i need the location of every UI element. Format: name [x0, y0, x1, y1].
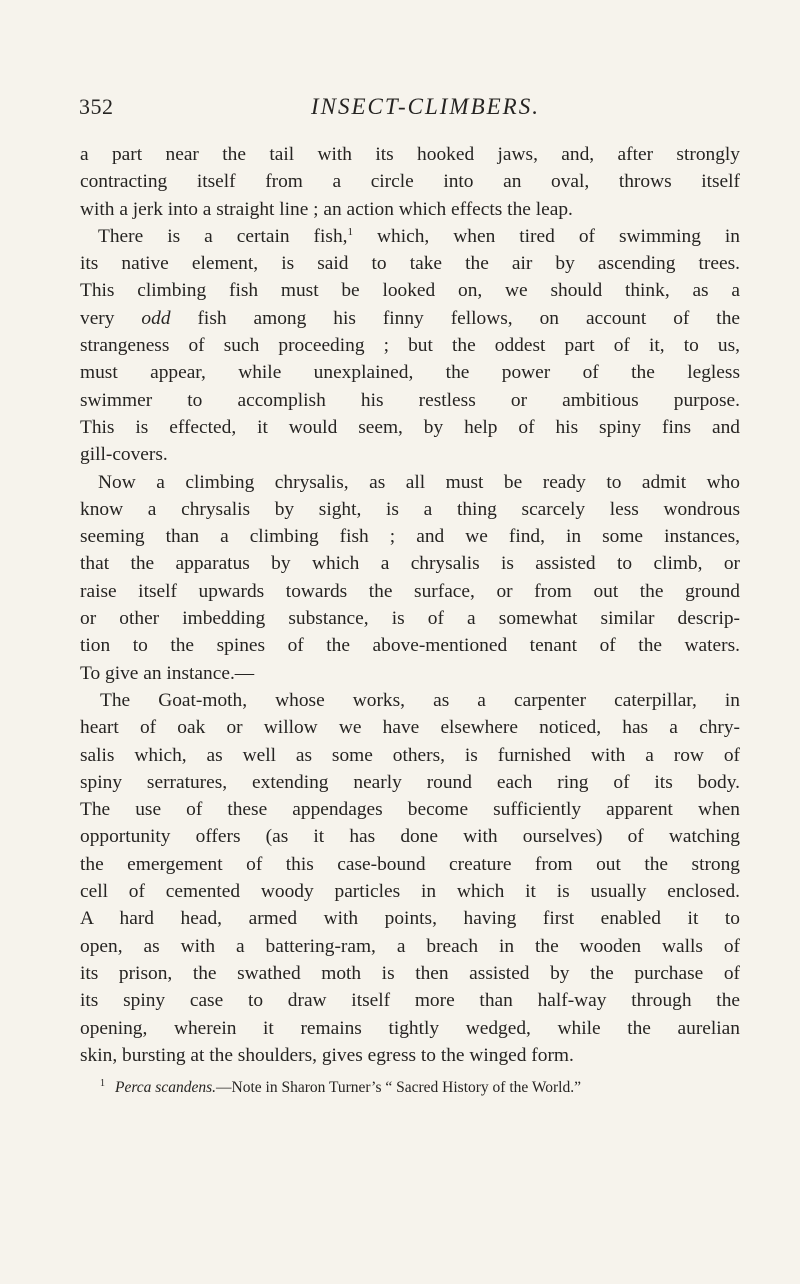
footnote: [100, 1077, 750, 1099]
text-line: or other imbedding substance, is of a somewhat similar descrip-: [80, 608, 740, 630]
text-line: swimmer to accomplish his restless or ambitious purpose.: [80, 389, 740, 411]
text-line: the emergement of this case-bound creature from out the strong: [80, 853, 740, 875]
text-line: gill-covers.: [80, 444, 168, 466]
text-line: its spiny case to draw itself more than half-way through the: [80, 990, 740, 1012]
text-line: tion to the spines of the above-mentioned tenant of the waters.: [80, 635, 740, 657]
text-line: A hard head, armed with points, having first enabled it to: [80, 908, 740, 930]
text-line: its prison, the swathed moth is then assisted by the purchase of: [80, 962, 740, 984]
text-line: [80, 305, 740, 332]
running-title: INSECT-CLIMBERS.: [311, 94, 540, 119]
text-fragment: There is a certain fish,: [98, 225, 348, 247]
text-line: strangeness of such proceeding ; but the oddest part of it, to us,: [80, 335, 740, 357]
text-line: that the apparatus by which a chrysalis is assisted to climb, or: [80, 553, 740, 575]
text-line: To give an instance.—: [80, 662, 255, 684]
text-line: spiny serratures, extending nearly round each ring of its body.: [80, 771, 740, 793]
text-line: cell of cemented woody particles in which it is usually enclosed.: [80, 881, 740, 903]
text-line: opportunity offers (as it has done with ourselves) of watching: [80, 826, 740, 848]
text-line: Now a climbing chrysalis, as all must be ready to admit who: [98, 471, 740, 493]
text-fragment: very: [80, 307, 142, 329]
text-line: its native element, is said to take the air by ascending trees.: [80, 253, 740, 275]
running-head: [79, 94, 739, 128]
emphasis-odd: odd: [141, 307, 171, 329]
text-line: [80, 223, 740, 250]
page-number: 352: [79, 94, 114, 119]
text-line: opening, wherein it remains tightly wedged, while the aurelian: [80, 1017, 740, 1039]
text-line: know a chrysalis by sight, is a thing scarcely less wondrous: [80, 498, 740, 520]
text-fragment: which, when tired of swimming in: [353, 225, 740, 247]
text-line: skin, bursting at the shoulders, gives egress to the winged form.: [80, 1044, 574, 1066]
text-line: raise itself upwards towards the surface, or from out the ground: [80, 580, 740, 602]
text-line: a part near the tail with its hooked jaws, and, after strongly: [80, 144, 740, 165]
text-line: salis which, as well as some others, is furnished with a row of: [80, 744, 740, 766]
footnote-mark: 1: [100, 1078, 105, 1089]
text-line: with a jerk into a straight line ; an action which effects the leap.: [80, 198, 573, 220]
body-text: [80, 141, 740, 1069]
text-line: open, as with a battering-ram, a breach in the wooden walls of: [80, 935, 740, 957]
text-fragment: fish among his finny fellows, on account of the: [170, 307, 740, 329]
text-line: seeming than a climbing fish ; and we find, in some instances,: [80, 526, 740, 548]
footnote-species: Perca scandens.: [115, 1079, 217, 1096]
text-line: The use of these appendages become sufficiently apparent when: [80, 799, 740, 821]
text-line: contracting itself from a circle into an oval, throws itself: [80, 171, 740, 193]
text-line: This climbing fish must be looked on, we should think, as a: [80, 280, 740, 302]
text-line: The Goat-moth, whose works, as a carpenter caterpillar, in: [100, 689, 740, 711]
text-line: This is effected, it would seem, by help of his spiny fins and: [80, 416, 740, 438]
text-line: heart of oak or willow we have elsewhere noticed, has a chry-: [80, 717, 740, 739]
footnote-reference: 1: [347, 225, 353, 238]
text-line: must appear, while unexplained, the power of the legless: [80, 362, 740, 384]
footnote-text: —Note in Sharon Turner’s “ Sacred History of the World.”: [216, 1079, 581, 1096]
